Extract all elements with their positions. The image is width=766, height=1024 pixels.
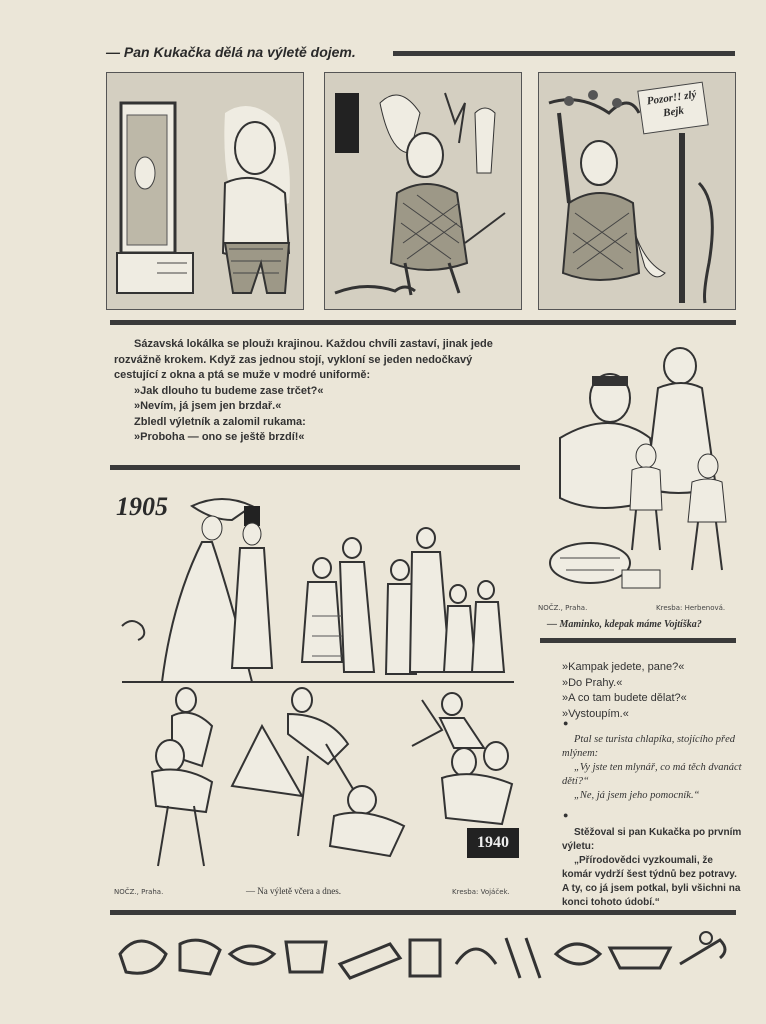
picnic-items-ornament (110, 924, 736, 984)
joke-miller (562, 733, 742, 803)
page-bottom-rule (110, 910, 736, 915)
story-article (114, 337, 514, 446)
joke-line: Stěžoval si pan Kukačka po prvním výletu: (562, 827, 742, 852)
family-illustration (540, 338, 736, 600)
bullet-dot: ● (563, 718, 569, 728)
footer-ornament-strip (110, 924, 736, 984)
comic-panel-mirror (106, 72, 304, 310)
story-line: »Jak dlouho tu budeme zase trčet?« (134, 384, 324, 397)
big-caption: — Na výletě včera a dnes. (246, 886, 341, 896)
story-line: »Nevím, já jsem jen brzdař.« (134, 400, 282, 412)
family-credit-left: NOČZ., Praha. (538, 604, 588, 612)
bullet-dot: ● (563, 810, 569, 820)
family-cartoon (540, 338, 736, 600)
comic-title: — Pan Kukačka dělá na výletě dojem. (106, 44, 356, 60)
man-walking-dog-illustration (325, 73, 521, 309)
joke-line: „Vy jste ten mlynář, co má těch dvanáct dětí?“ (562, 762, 742, 787)
dialog-line: »Do Prahy.« (562, 676, 623, 689)
family-credit-right: Kresba: Herbenová. (656, 604, 726, 612)
joke-line: „Ne, já jsem jeho pomocník.“ (574, 790, 700, 801)
dialog-line: »Vystoupím.« (562, 707, 629, 720)
header-rule (393, 51, 735, 56)
family-bottom-rule (540, 638, 736, 643)
dialog-line: »A co tam budete dělat?« (562, 692, 687, 704)
warning-sign: Pozor!! zlý Bejk (637, 82, 708, 135)
joke-line: Ptal se turista chlapíka, stojícího před mlýnem: (562, 734, 735, 759)
comic-panel-walking (324, 72, 522, 310)
joke-dialog (562, 660, 742, 722)
story-bottom-rule (110, 465, 520, 470)
dialog-line: »Kampak jedete, pane?« (562, 661, 685, 673)
year-1940-label: 1940 (467, 828, 519, 858)
story-line: »Proboha — ono se ještě brzdí!« (134, 431, 305, 443)
story-line: Zbledl výletník a zalomil rukama: (134, 415, 306, 428)
story-paragraph: Sázavská lokálka se ploužı krajinou. Každou chvíli zastaví, jinak jede rozvážně krokem. Když zas jednou stojí, vykloní se jeden nedočkavý cestující z okna a ptá se muže v modré uniformě: (114, 338, 493, 381)
big-credit-right: Kresba: Vojáček. (452, 888, 510, 896)
man-at-mirror-illustration (107, 73, 303, 309)
family-caption: — Maminko, kdepak máme Vojtíška? (547, 619, 702, 630)
outing-1905-1940-illustration (112, 486, 524, 870)
year-1905-label: 1905 (116, 492, 168, 521)
big-credit-left: NOČZ., Praha. (114, 888, 164, 896)
then-and-now-cartoon (112, 486, 524, 870)
joke-mosquito (562, 826, 742, 910)
joke-line: „Přírodovědci vyzkoumali, že komár vydrží šest týdnů bez potravy. A ty, co já jsem potkal, byli všichni na konci tohoto údobí.“ (562, 855, 741, 908)
comic-bottom-rule (110, 320, 736, 325)
